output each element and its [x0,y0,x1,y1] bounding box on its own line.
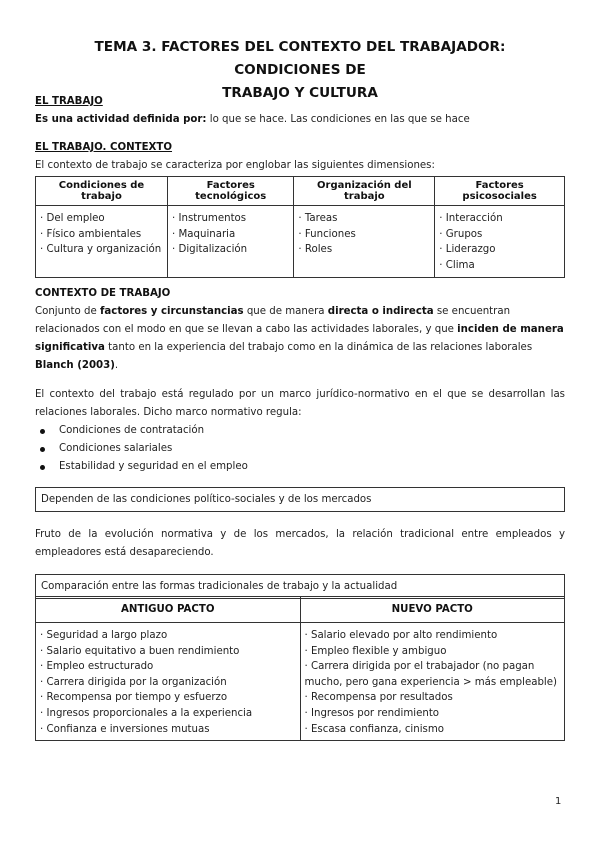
bullet-item: Condiciones de contratación [35,422,565,440]
list-item: · Cultura y organización [40,244,162,255]
section-contexto-de-trabajo [35,285,565,599]
table-cell [294,206,435,278]
page-number: 1 [555,796,562,807]
bold-text: factores y circunstancias [100,306,244,317]
list-item: · Funciones [298,228,356,240]
table-cell [168,206,294,278]
list-item: · Escasa confianza, cinismo [304,723,445,735]
dimensions-table [35,176,565,278]
paragraph [35,303,565,375]
table-cell [435,206,565,278]
table-cell [300,623,565,741]
text: . [114,360,119,371]
title-line: TEMA 3. FACTORES DEL CONTEXTO DEL TRABAJADOR: CONDICIONES DE [94,39,506,78]
text: se encuentran relacionados con el modo en que se llevan a cabo las actividades laborales, y que [35,306,511,335]
text: Conjunto de [35,306,100,317]
table-cell [36,623,301,741]
column-header: Condiciones de trabajo [36,177,168,206]
definition-label: Es una actividad definida por: [35,114,207,125]
paragraph: El contexto del trabajo está regulado por un marco jurídico-normativo en el que se desarrollan las relaciones laborales. Dicho marco normativo regula: [35,389,565,418]
list-item: · Físico ambientales [40,228,142,240]
list-item: · Liderazgo [439,244,496,255]
text: que de manera [243,306,328,317]
title-line: TRABAJO Y CULTURA [222,85,378,101]
list-item: · Roles [298,244,333,255]
section-heading: EL TRABAJO. CONTEXTO [35,142,173,153]
list-item: · Seguridad a largo plazo [40,630,168,641]
section-el-trabajo [35,93,565,129]
pacto-table [35,596,565,741]
column-header: Factores tecnológicos [168,177,294,206]
paragraph: Fruto de la evolución normativa y de los mercados, la relación tradicional entre empleados y empleadores está desapareciendo. [35,529,565,558]
list-item: · Grupos [439,228,483,240]
list-item: · Salario equitativo a buen rendimiento [40,645,240,657]
note-box: Comparación entre las formas tradicionales de trabajo y la actualidad [35,574,565,599]
bullet-item: Estabilidad y seguridad en el empleo [35,458,565,476]
list-item: · Maquinaria [172,228,236,240]
section-heading: EL TRABAJO [35,96,103,107]
column-header: ANTIGUO PACTO [36,597,301,623]
column-header: Organización del trabajo [294,177,435,206]
list-item: · Clima [439,259,475,271]
section-contexto [35,139,565,278]
list-item: · Confianza e inversiones mutuas [40,723,210,735]
citation: Blanch (2003) [35,360,115,371]
list-item: · Carrera dirigida por el trabajador (no pagan mucho, pero gana experiencia > más empleable) [304,661,557,688]
text: tanto en la experiencia del trabajo como en la dinámica de las relaciones laborales [104,342,533,353]
list-item: · Ingresos proporcionales a la experiencia [40,707,253,719]
list-item: · Interacción [439,213,503,224]
list-item: · Instrumentos [172,213,247,224]
bold-text: inciden de manera significativa [35,324,564,353]
list-item: · Carrera dirigida por la organización [40,676,227,688]
section-heading: CONTEXTO DE TRABAJO [35,288,171,299]
table-cell [36,206,168,278]
bold-text: directa o indirecta [327,306,434,317]
list-item: · Recompensa por tiempo y esfuerzo [40,692,228,704]
definition-text: lo que se hace. Las condiciones en las que se hace [206,114,470,125]
column-header: Factores psicosociales [435,177,565,206]
list-item: · Salario elevado por alto rendimiento [304,630,498,641]
list-item: · Tareas [298,213,338,224]
column-header: NUEVO PACTO [300,597,565,623]
list-item: · Digitalización [172,244,248,255]
note-box: Dependen de las condiciones político-sociales y de los mercados [35,487,565,512]
list-item: · Del empleo [40,213,105,224]
list-item: · Empleo flexible y ambiguo [304,645,447,657]
list-item: · Ingresos por rendimiento [304,707,440,719]
bullet-list [35,422,565,476]
bullet-item: Condiciones salariales [35,440,565,458]
list-item: · Recompensa por resultados [304,692,453,704]
list-item: · Empleo estructurado [40,661,154,673]
intro-text: El contexto de trabajo se caracteriza por englobar las siguientes dimensiones: [35,160,435,171]
